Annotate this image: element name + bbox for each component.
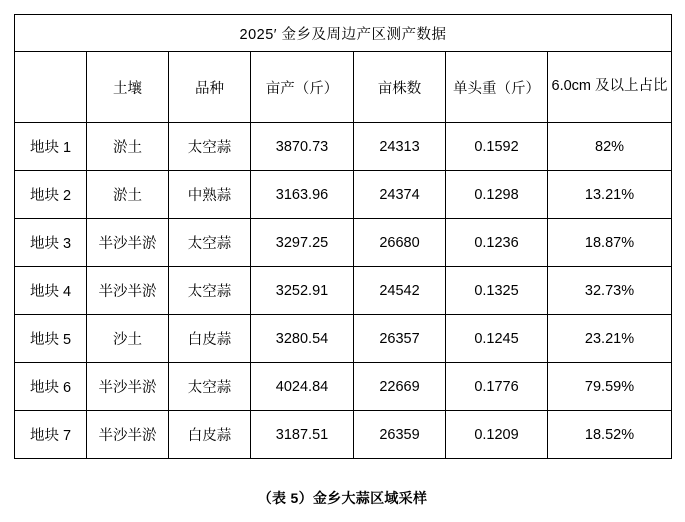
cell-yield: 3187.51 xyxy=(251,411,354,459)
table-row xyxy=(15,315,672,363)
cell-soil: 淤土 xyxy=(87,171,169,219)
measurement-data-table xyxy=(14,14,672,459)
cell-weight: 0.1776 xyxy=(446,363,548,411)
cell-plants: 26680 xyxy=(354,219,446,267)
cell-variety: 中熟蒜 xyxy=(169,171,251,219)
table-row xyxy=(15,171,672,219)
table-row xyxy=(15,219,672,267)
cell-ratio: 13.21% xyxy=(548,171,672,219)
cell-weight: 0.1325 xyxy=(446,267,548,315)
table-row xyxy=(15,123,672,171)
cell-weight: 0.1209 xyxy=(446,411,548,459)
cell-variety: 白皮蒜 xyxy=(169,411,251,459)
cell-variety: 太空蒜 xyxy=(169,363,251,411)
cell-yield: 4024.84 xyxy=(251,363,354,411)
cell-ratio: 18.87% xyxy=(548,219,672,267)
cell-yield: 3280.54 xyxy=(251,315,354,363)
cell-plot: 地块 2 xyxy=(15,171,87,219)
cell-ratio: 23.21% xyxy=(548,315,672,363)
column-header-soil: 土壤 xyxy=(87,52,169,123)
cell-yield: 3252.91 xyxy=(251,267,354,315)
table-row xyxy=(15,267,672,315)
column-header-weight: 单头重（斤） xyxy=(446,52,548,123)
cell-plot: 地块 1 xyxy=(15,123,87,171)
cell-plot: 地块 3 xyxy=(15,219,87,267)
column-header-plants: 亩株数 xyxy=(354,52,446,123)
column-header-yield: 亩产（斤） xyxy=(251,52,354,123)
cell-soil: 半沙半淤 xyxy=(87,267,169,315)
table-row xyxy=(15,363,672,411)
table-title-row xyxy=(15,15,672,52)
table-title: 2025′ 金乡及周边产区测产数据 xyxy=(15,15,672,52)
cell-weight: 0.1592 xyxy=(446,123,548,171)
cell-soil: 半沙半淤 xyxy=(87,219,169,267)
table-row xyxy=(15,411,672,459)
column-header-plot xyxy=(15,52,87,123)
cell-yield: 3870.73 xyxy=(251,123,354,171)
cell-plants: 24542 xyxy=(354,267,446,315)
table-header-row xyxy=(15,52,672,123)
cell-plot: 地块 5 xyxy=(15,315,87,363)
cell-weight: 0.1245 xyxy=(446,315,548,363)
cell-ratio: 32.73% xyxy=(548,267,672,315)
cell-variety: 太空蒜 xyxy=(169,267,251,315)
cell-ratio: 18.52% xyxy=(548,411,672,459)
column-header-ratio: 6.0cm 及以上占比 xyxy=(548,52,672,123)
cell-plot: 地块 7 xyxy=(15,411,87,459)
cell-weight: 0.1236 xyxy=(446,219,548,267)
cell-plot: 地块 6 xyxy=(15,363,87,411)
cell-soil: 淤土 xyxy=(87,123,169,171)
cell-plants: 24313 xyxy=(354,123,446,171)
cell-variety: 白皮蒜 xyxy=(169,315,251,363)
cell-yield: 3163.96 xyxy=(251,171,354,219)
column-header-variety: 品种 xyxy=(169,52,251,123)
cell-plants: 26359 xyxy=(354,411,446,459)
cell-yield: 3297.25 xyxy=(251,219,354,267)
cell-soil: 沙土 xyxy=(87,315,169,363)
cell-soil: 半沙半淤 xyxy=(87,411,169,459)
cell-variety: 太空蒜 xyxy=(169,219,251,267)
cell-variety: 太空蒜 xyxy=(169,123,251,171)
cell-plants: 22669 xyxy=(354,363,446,411)
cell-weight: 0.1298 xyxy=(446,171,548,219)
cell-ratio: 82% xyxy=(548,123,672,171)
cell-plot: 地块 4 xyxy=(15,267,87,315)
cell-plants: 24374 xyxy=(354,171,446,219)
cell-soil: 半沙半淤 xyxy=(87,363,169,411)
cell-ratio: 79.59% xyxy=(548,363,672,411)
table-caption: （表 5）金乡大蒜区域采样 xyxy=(257,490,428,506)
cell-plants: 26357 xyxy=(354,315,446,363)
